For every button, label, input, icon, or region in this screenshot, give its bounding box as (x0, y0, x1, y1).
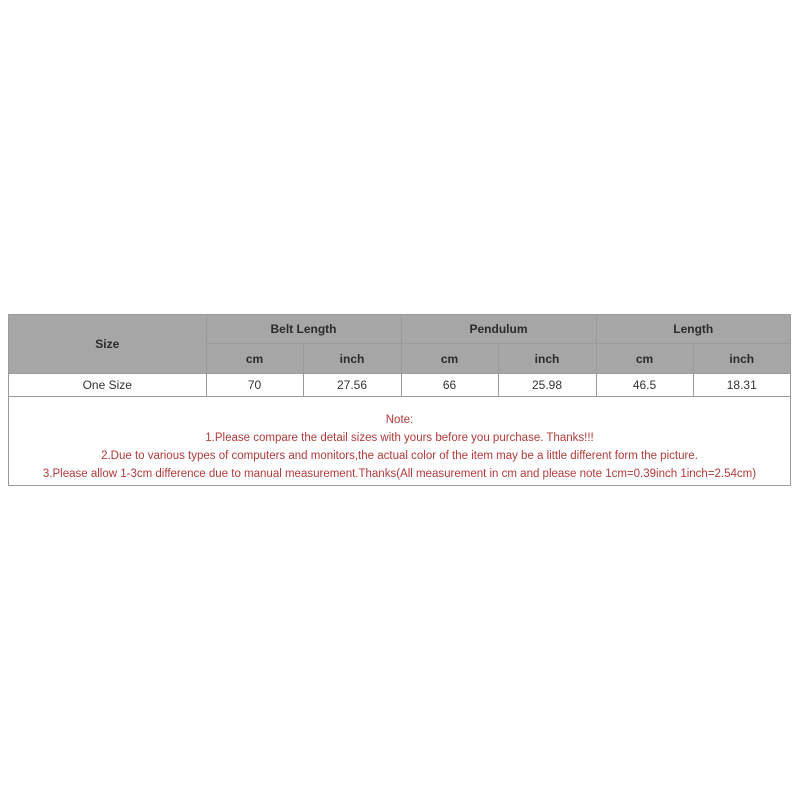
length-header: Length (596, 315, 790, 344)
unit-header: cm (401, 344, 498, 374)
table-row (9, 374, 790, 397)
unit-header: cm (596, 344, 693, 374)
value-cell: 66 (401, 374, 498, 397)
belt-length-header: Belt Length (206, 315, 401, 344)
pendulum-header: Pendulum (401, 315, 596, 344)
size-table (9, 315, 790, 397)
value-cell: 70 (206, 374, 303, 397)
value-cell: 46.5 (596, 374, 693, 397)
note-line: 2.Due to various types of computers and monitors,the actual color of the item may be a little different form the picture. (101, 450, 698, 462)
value-cell: 18.31 (693, 374, 790, 397)
size-chart (8, 314, 791, 486)
note-line: 3.Please allow 1-3cm difference due to manual measurement.Thanks(All measurement in cm and please note 1cm=0.39inch 1inch=2.54cm) (42, 468, 757, 480)
unit-header: inch (498, 344, 596, 374)
size-cell: One Size (9, 374, 206, 397)
note-title: Note: (385, 414, 414, 426)
unit-header: inch (303, 344, 401, 374)
notes-section (9, 411, 790, 483)
note-line: 1.Please compare the detail sizes with yours before you purchase. Thanks!!! (205, 432, 594, 444)
unit-header: cm (206, 344, 303, 374)
value-cell: 25.98 (498, 374, 596, 397)
size-header: Size (9, 315, 206, 374)
header-group-row (9, 315, 790, 344)
value-cell: 27.56 (303, 374, 401, 397)
unit-header: inch (693, 344, 790, 374)
